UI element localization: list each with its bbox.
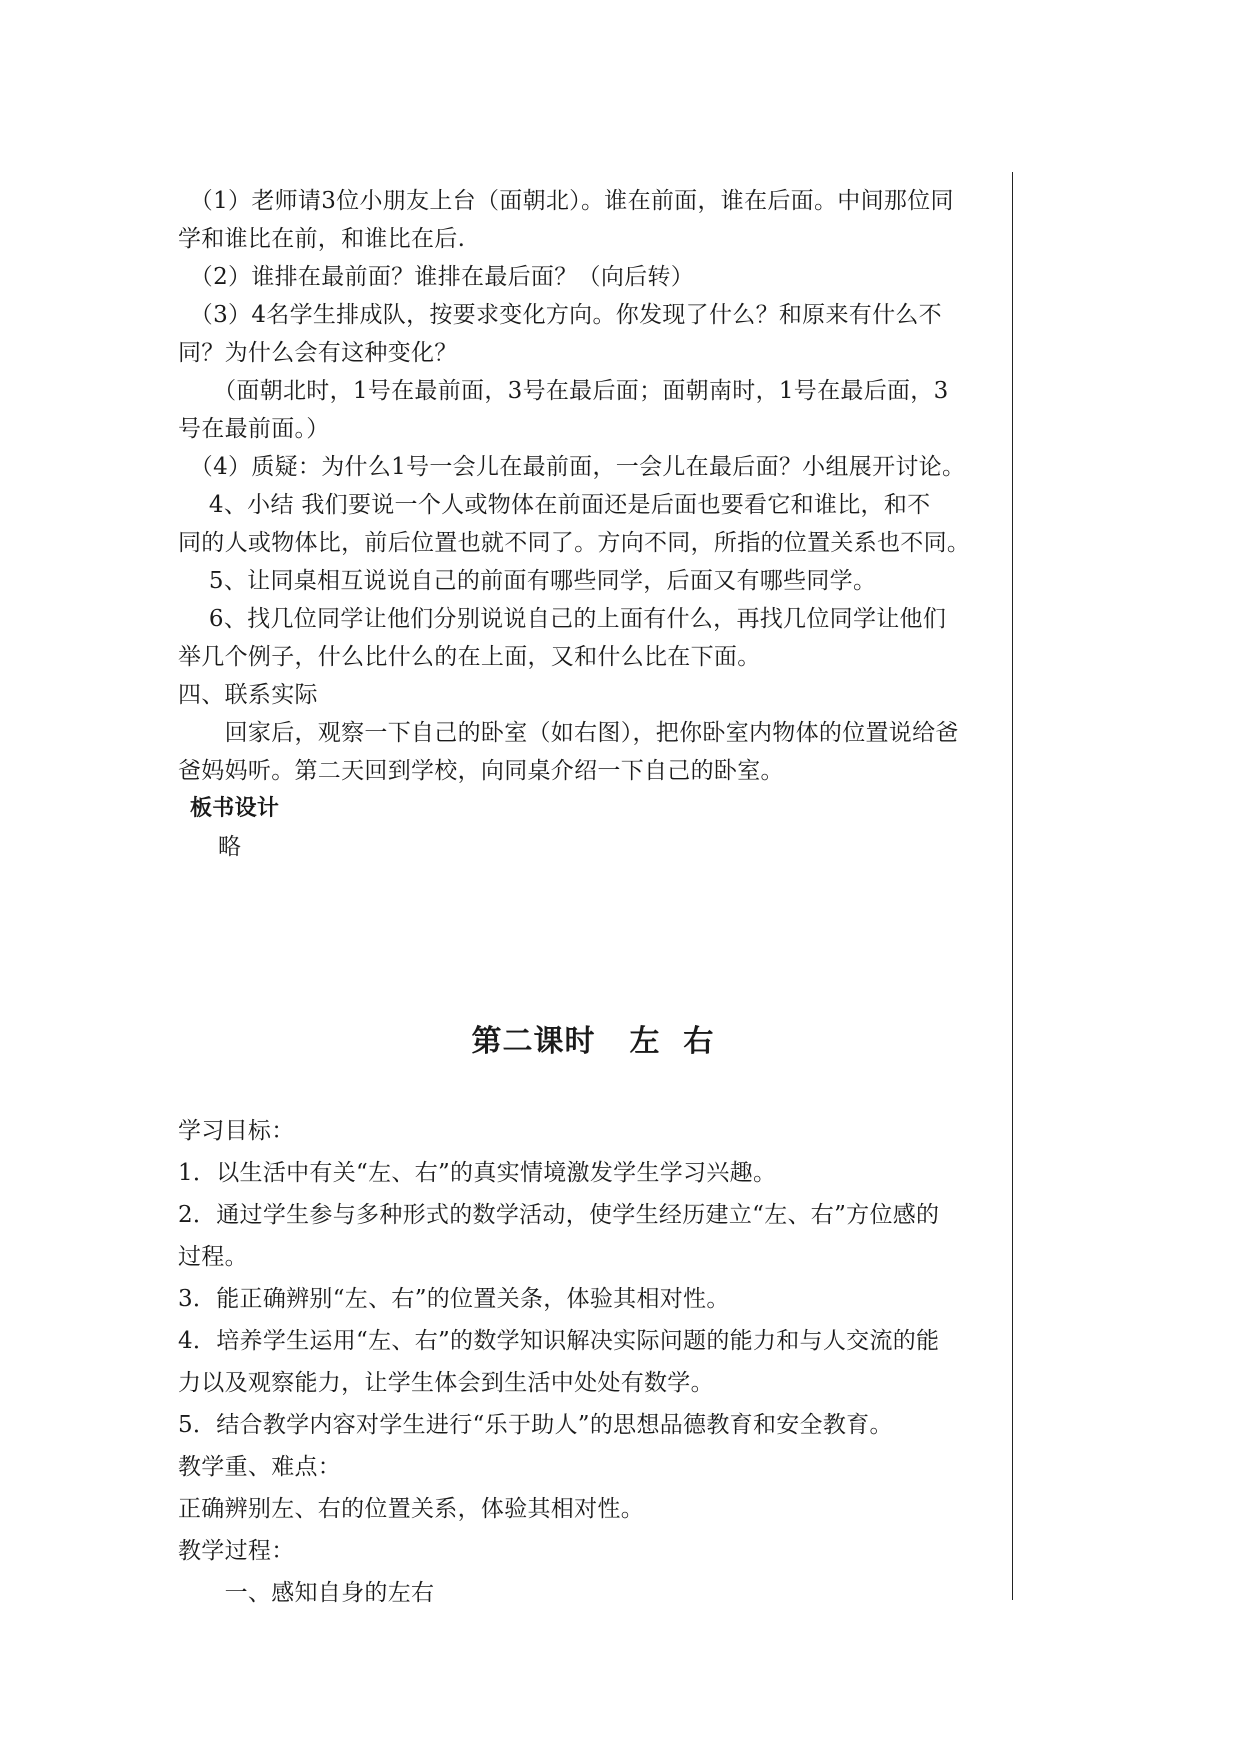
text-line: 5、让同桌相互说说自己的前面有哪些同学，后面又有哪些同学。 (178, 568, 877, 594)
process-step-one: 一、感知自身的左右 (178, 1580, 435, 1606)
text-line: 号在最前面。） (178, 416, 330, 442)
text-line: 爸妈妈听。第二天回到学校，向同桌介绍一下自己的卧室。 (178, 758, 784, 784)
section-heading-practice: 四、联系实际 (178, 682, 318, 708)
lesson-title-number: 第二课时 (471, 1024, 596, 1059)
board-design-heading: 板书设计 (190, 796, 280, 821)
objective-item: 4．培养学生运用“左、右”的数学知识解决实际问题的能力和与人交流的能 (178, 1328, 940, 1354)
text-line: （4）质疑：为什么1号一会儿在最前面，一会儿在最后面？小组展开讨论。 (178, 454, 966, 480)
key-points-heading: 教学重、难点： (178, 1454, 342, 1480)
objective-item: 5．结合教学内容对学生进行“乐于助人”的思想品德教育和安全教育。 (178, 1412, 893, 1438)
text-line: （1）老师请3位小朋友上台（面朝北）。谁在前面，谁在后面。中间那位同 (178, 188, 954, 214)
lesson-process-continued (178, 182, 1008, 866)
lesson-two-body (178, 1110, 1008, 1614)
key-points-text: 正确辨别左、右的位置关系，体验其相对性。 (178, 1496, 644, 1522)
process-heading: 教学过程： (178, 1538, 295, 1564)
text-line: 回家后，观察一下自己的卧室（如右图），把你卧室内物体的位置说给爸 (178, 720, 959, 746)
board-design-content: 略 (218, 834, 242, 860)
text-line: 举几个例子，什么比什么的在上面，又和什么比在下面。 (178, 644, 761, 670)
text-line: 学和谁比在前，和谁比在后. (178, 226, 466, 252)
right-margin-rule (1012, 172, 1013, 1600)
text-line: 4、小结 我们要说一个人或物体在前面还是后面也要看它和谁比，和不 (178, 492, 931, 518)
objective-item-continued: 过程。 (178, 1244, 248, 1270)
objective-item: 3．能正确辨别“左、右”的位置关条，体验其相对性。 (178, 1286, 730, 1312)
text-line: 6、找几位同学让他们分别说说自己的上面有什么，再找几位同学让他们 (178, 606, 947, 632)
objectives-heading: 学习目标： (178, 1118, 295, 1144)
objective-item-continued: 力以及观察能力，让学生体会到生活中处处有数学。 (178, 1370, 714, 1396)
text-line: （2）谁排在最前面？谁排在最后面？（向后转） (178, 264, 695, 290)
objective-item: 2．通过学生参与多种形式的数学活动，使学生经历建立“左、右”方位感的 (178, 1202, 940, 1228)
text-line: （面朝北时，1号在最前面，3号在最后面；面朝南时，1号在最后面，3 (178, 378, 949, 404)
text-line: 同的人或物体比，前后位置也就不同了。方向不同，所指的位置关系也不同。 (178, 530, 971, 556)
objective-item: 1．以生活中有关“左、右”的真实情境激发学生学习兴趣。 (178, 1160, 777, 1186)
lesson-title (178, 1022, 1008, 1062)
text-line: 同？为什么会有这种变化？ (178, 340, 458, 366)
text-line: （3）4名学生排成队，按要求变化方向。你发现了什么？和原来有什么不 (178, 302, 942, 328)
lesson-title-topic: 左 右 (629, 1024, 715, 1059)
